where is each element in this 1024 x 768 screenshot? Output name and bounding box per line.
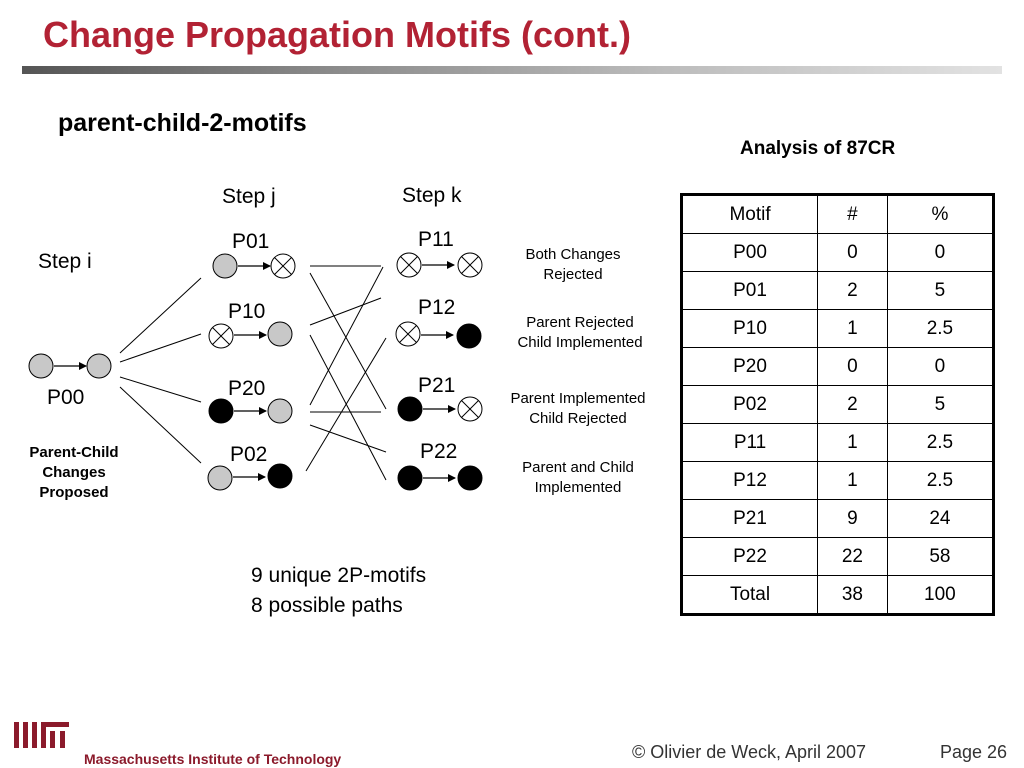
footer-credit: © Olivier de Weck, April 2007 bbox=[632, 742, 867, 762]
connections-j-to-k bbox=[306, 266, 386, 480]
motif-p11-label: P11 bbox=[418, 228, 454, 251]
cell-motif: Total bbox=[682, 576, 818, 615]
cell-percent: 24 bbox=[887, 500, 993, 538]
cell-count: 1 bbox=[818, 462, 888, 500]
label-line: Changes bbox=[42, 464, 106, 481]
cell-percent: 100 bbox=[887, 576, 993, 615]
legend-line: Parent Implemented bbox=[510, 390, 646, 407]
motif-p00-label: P00 bbox=[47, 386, 85, 409]
motif-p12-icon bbox=[396, 322, 481, 348]
table-row bbox=[682, 576, 994, 615]
motif-p01-label: P01 bbox=[232, 230, 270, 253]
motif-p20-label: P20 bbox=[228, 377, 266, 400]
cell-percent: 0 bbox=[887, 348, 993, 386]
analysis-title: Analysis of 87CR bbox=[740, 138, 896, 159]
motif-summary bbox=[251, 561, 426, 621]
legend-parent-implemented-child-rejected bbox=[497, 389, 659, 429]
legend-line: Rejected bbox=[543, 266, 603, 283]
summary-line: 8 possible paths bbox=[251, 594, 403, 617]
cell-motif: P02 bbox=[682, 386, 818, 424]
motif-p22-icon bbox=[398, 466, 482, 490]
motif-p21-label: P21 bbox=[418, 374, 456, 397]
legend-line: Parent Rejected bbox=[526, 314, 634, 331]
motif-p10-icon bbox=[209, 322, 292, 348]
step-i-label: Step i bbox=[38, 250, 92, 273]
mit-logo-icon bbox=[14, 719, 72, 751]
legend-parent-rejected-child-implemented bbox=[499, 313, 661, 353]
table-row bbox=[682, 538, 994, 576]
label-line: Proposed bbox=[39, 484, 109, 501]
table-row bbox=[682, 500, 994, 538]
motif-p12-label: P12 bbox=[418, 296, 456, 319]
motif-p10-label: P10 bbox=[228, 300, 266, 323]
motif-p22-label: P22 bbox=[420, 440, 458, 463]
legend-both-rejected bbox=[499, 245, 647, 285]
institute-name: Massachusetts Institute of Technology bbox=[84, 751, 342, 767]
table-row bbox=[682, 234, 994, 272]
cell-motif: P00 bbox=[682, 234, 818, 272]
cell-percent: 5 bbox=[887, 386, 993, 424]
step-k-label: Step k bbox=[402, 184, 462, 207]
cell-count: 9 bbox=[818, 500, 888, 538]
cell-count: 0 bbox=[818, 348, 888, 386]
cell-count: 1 bbox=[818, 310, 888, 348]
legend-line: Implemented bbox=[534, 479, 622, 496]
motif-p00-icon bbox=[29, 354, 111, 378]
parent-child-proposed-label bbox=[14, 443, 134, 503]
diagram-subtitle: parent-child-2-motifs bbox=[58, 109, 307, 137]
cell-percent: 2.5 bbox=[887, 462, 993, 500]
legend-line: Both Changes bbox=[525, 246, 621, 263]
cell-percent: 58 bbox=[887, 538, 993, 576]
motif-p11-icon bbox=[397, 253, 482, 277]
legend-both-implemented bbox=[498, 458, 658, 498]
column-header-percent: % bbox=[887, 195, 993, 234]
cell-count: 38 bbox=[818, 576, 888, 615]
cell-motif: P22 bbox=[682, 538, 818, 576]
cell-count: 2 bbox=[818, 272, 888, 310]
cell-percent: 2.5 bbox=[887, 310, 993, 348]
slide-title: Change Propagation Motifs (cont.) bbox=[43, 14, 631, 55]
table-row bbox=[682, 424, 994, 462]
label-line: Parent-Child bbox=[29, 444, 119, 461]
motif-p02-icon bbox=[208, 464, 292, 490]
table-row bbox=[682, 310, 994, 348]
cell-motif: P10 bbox=[682, 310, 818, 348]
cell-count: 1 bbox=[818, 424, 888, 462]
summary-line: 9 unique 2P-motifs bbox=[251, 564, 427, 587]
cell-percent: 5 bbox=[887, 272, 993, 310]
motif-p21-icon bbox=[398, 397, 482, 421]
table-row bbox=[682, 386, 994, 424]
legend-line: Child Implemented bbox=[517, 334, 643, 351]
motif-analysis-table bbox=[680, 193, 995, 616]
connections-i-to-j bbox=[120, 278, 201, 463]
cell-percent: 2.5 bbox=[887, 424, 993, 462]
motif-p02-label: P02 bbox=[230, 443, 268, 466]
cell-count: 2 bbox=[818, 386, 888, 424]
page-number: Page 26 bbox=[940, 742, 1008, 762]
cell-percent: 0 bbox=[887, 234, 993, 272]
column-header-motif: Motif bbox=[682, 195, 818, 234]
motif-p20-icon bbox=[209, 399, 292, 423]
legend-line: Parent and Child bbox=[522, 459, 634, 476]
cell-motif: P12 bbox=[682, 462, 818, 500]
cell-count: 22 bbox=[818, 538, 888, 576]
column-header-count: # bbox=[818, 195, 888, 234]
cell-motif: P21 bbox=[682, 500, 818, 538]
table-header-row bbox=[682, 195, 994, 234]
cell-motif: P01 bbox=[682, 272, 818, 310]
motif-p01-icon bbox=[213, 254, 295, 278]
table-row bbox=[682, 462, 994, 500]
legend-line: Child Rejected bbox=[529, 410, 627, 427]
cell-count: 0 bbox=[818, 234, 888, 272]
cell-motif: P20 bbox=[682, 348, 818, 386]
table-row bbox=[682, 272, 994, 310]
cell-motif: P11 bbox=[682, 424, 818, 462]
table-row bbox=[682, 348, 994, 386]
step-j-label: Step j bbox=[222, 185, 276, 208]
